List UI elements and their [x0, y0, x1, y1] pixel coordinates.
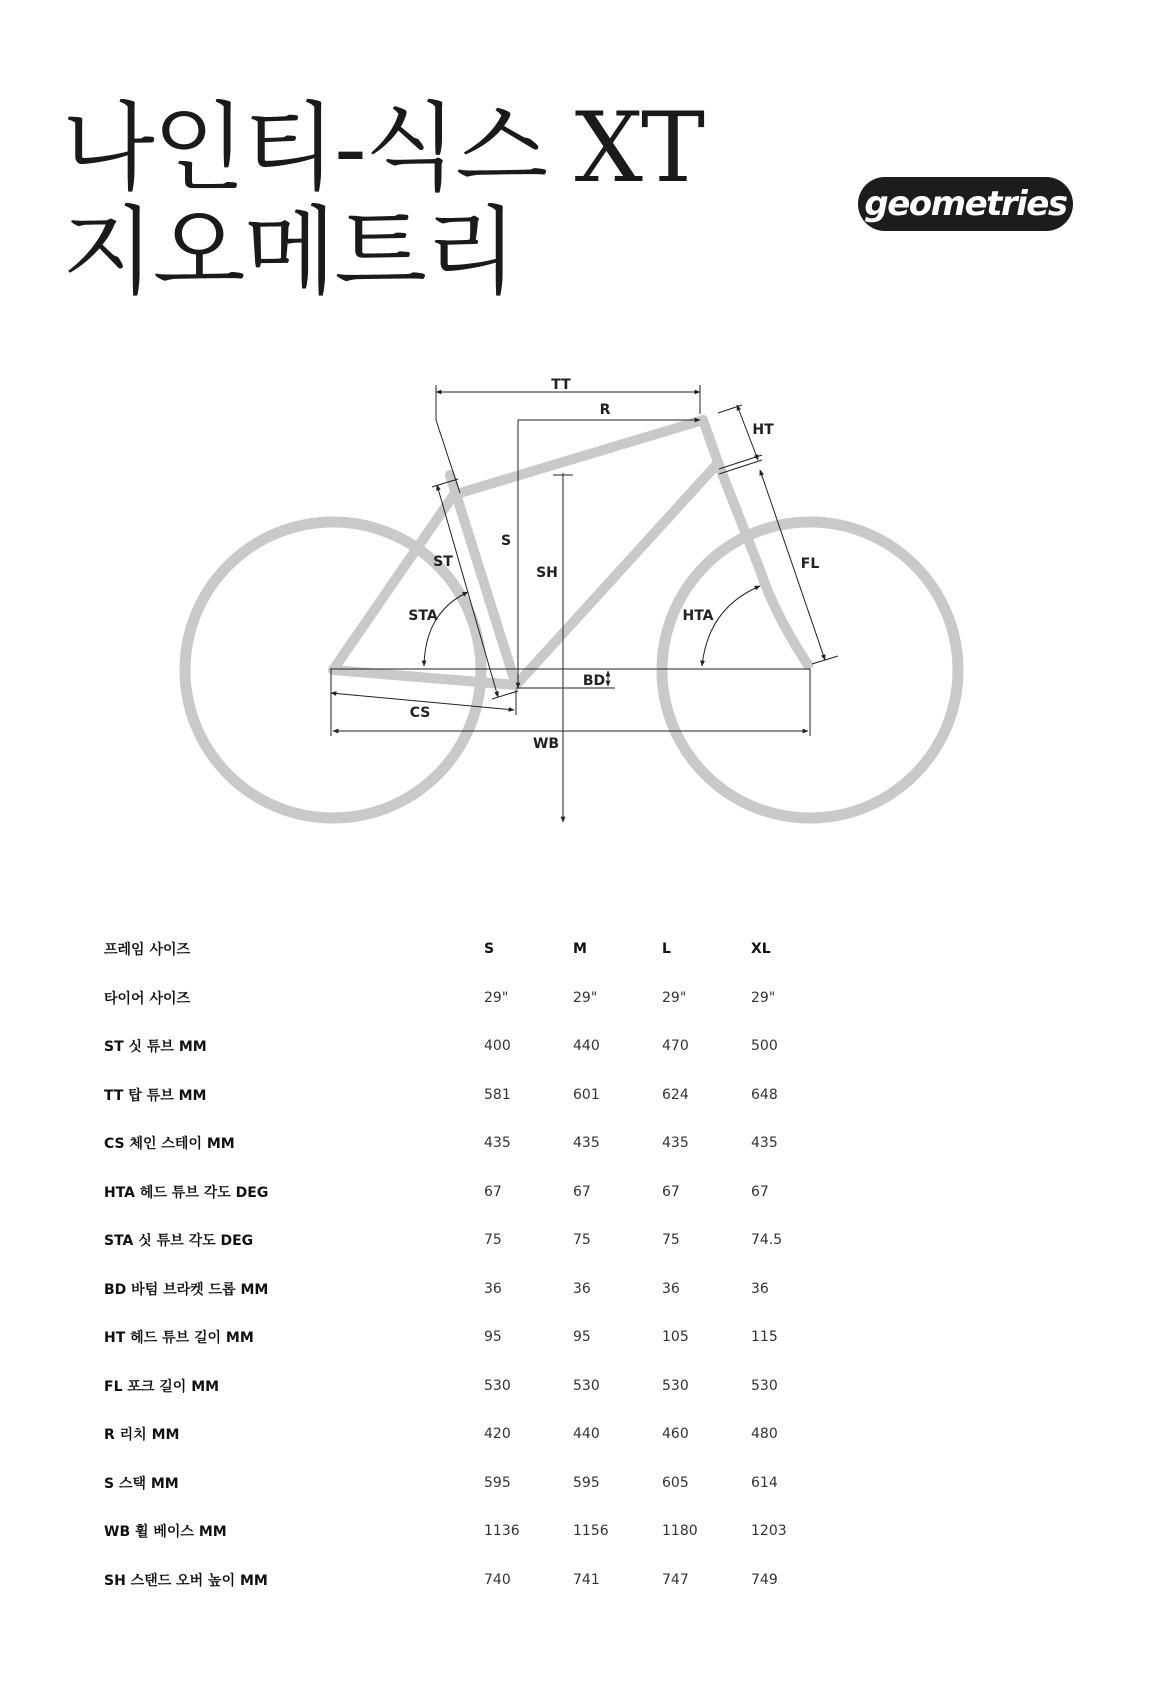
label-bd: BD: [582, 673, 606, 689]
table-cell: 95: [484, 1329, 502, 1346]
row-label: 타이어 사이즈: [104, 990, 191, 1007]
table-cell: 749: [751, 1571, 778, 1588]
table-cell: 530: [573, 1377, 600, 1394]
label-hta: HTA: [682, 608, 714, 624]
table-cell: 400: [484, 1038, 511, 1055]
title-line-2: 지오메트리: [62, 196, 516, 308]
row-label: STA 싯 튜브 각도 DEG: [104, 1233, 254, 1250]
bike-geometry-diagram: [0, 360, 1150, 840]
table-row: [104, 1168, 840, 1217]
table-row: [104, 1313, 840, 1362]
row-label: CS 체인 스테이 MM: [104, 1136, 235, 1153]
label-cs: CS: [409, 705, 431, 721]
table-row: [104, 1556, 840, 1605]
size-column-header: S: [484, 941, 495, 958]
title-line-1: 나인티-식스 XT: [62, 92, 704, 204]
size-column-header: L: [662, 941, 671, 958]
table-cell: 67: [751, 1183, 769, 1200]
table-cell: 67: [484, 1183, 502, 1200]
top-tube: [460, 420, 703, 493]
table-cell: 29": [662, 989, 687, 1006]
label-ht: HT: [752, 422, 774, 438]
table-cell: 747: [662, 1571, 689, 1588]
row-label: ST 싯 튜브 MM: [104, 1039, 207, 1056]
table-cell: 624: [662, 1086, 689, 1103]
row-label: 프레임 사이즈: [104, 942, 191, 959]
size-column-header: M: [573, 941, 587, 958]
table-header-row: [104, 925, 840, 974]
table-cell: 1180: [662, 1523, 698, 1540]
table-row: [104, 1119, 840, 1168]
table-cell: 74.5: [751, 1232, 783, 1249]
table-cell: 530: [751, 1377, 778, 1394]
label-fl: FL: [800, 556, 820, 572]
table-cell: 29": [484, 989, 509, 1006]
row-label: S 스택 MM: [104, 1475, 179, 1492]
row-label: FL 포크 길이 MM: [104, 1378, 220, 1395]
row-label: TT 탑 튜브 MM: [104, 1087, 207, 1104]
table-cell: 460: [662, 1426, 689, 1443]
table-row: [104, 1022, 840, 1071]
table-cell: 95: [573, 1329, 591, 1346]
table-cell: 36: [751, 1280, 769, 1297]
label-sta: STA: [408, 608, 438, 624]
table-cell: 67: [662, 1183, 680, 1200]
table-cell: 29": [751, 989, 776, 1006]
table-cell: 740: [484, 1571, 511, 1588]
label-sh: SH: [536, 565, 558, 581]
table-cell: 440: [573, 1426, 600, 1443]
table-cell: 440: [573, 1038, 600, 1055]
table-cell: 470: [662, 1038, 689, 1055]
table-row: [104, 1265, 840, 1314]
table-cell: 67: [573, 1183, 591, 1200]
table-cell: 105: [662, 1329, 689, 1346]
table-cell: 36: [484, 1280, 502, 1297]
bike-frame: [333, 420, 808, 685]
geometry-table: [104, 925, 840, 1604]
label-wb: WB: [532, 736, 560, 752]
table-row: [104, 1362, 840, 1411]
table-cell: 530: [662, 1377, 689, 1394]
table-cell: 1136: [484, 1523, 520, 1540]
table-cell: 595: [573, 1474, 600, 1491]
table-cell: 530: [484, 1377, 511, 1394]
label-s: S: [500, 533, 512, 549]
table-cell: 435: [484, 1135, 511, 1152]
table-cell: 605: [662, 1474, 689, 1491]
table-cell: 435: [573, 1135, 600, 1152]
table-cell: 115: [751, 1329, 778, 1346]
chain-stay: [333, 670, 516, 685]
row-label: SH 스탠드 오버 높이 MM: [104, 1572, 268, 1589]
table-row: [104, 1459, 840, 1508]
table-cell: 29": [573, 989, 598, 1006]
table-row: [104, 1507, 840, 1556]
size-column-header: XL: [751, 941, 771, 958]
table-cell: 75: [484, 1232, 502, 1249]
row-label: BD 바텀 브라켓 드롭 MM: [104, 1281, 269, 1298]
table-cell: 1203: [751, 1523, 787, 1540]
table-cell: 36: [573, 1280, 591, 1297]
label-tt: TT: [551, 377, 571, 393]
table-cell: 595: [484, 1474, 511, 1491]
table-row: [104, 1410, 840, 1459]
row-label: WB 휠 베이스 MM: [104, 1524, 227, 1541]
label-st: ST: [433, 554, 453, 570]
table-cell: 75: [573, 1232, 591, 1249]
table-cell: 420: [484, 1426, 511, 1443]
table-row: [104, 974, 840, 1023]
page-title: [62, 92, 704, 308]
geometries-badge: geometries: [858, 177, 1073, 231]
fork: [718, 463, 808, 665]
row-label: R 리치 MM: [104, 1427, 180, 1444]
table-cell: 500: [751, 1038, 778, 1055]
row-label: HTA 헤드 튜브 각도 DEG: [104, 1184, 269, 1201]
label-r: R: [599, 402, 611, 418]
table-row: [104, 1216, 840, 1265]
table-cell: 435: [751, 1135, 778, 1152]
table-cell: 480: [751, 1426, 778, 1443]
table-cell: 648: [751, 1086, 778, 1103]
table-cell: 741: [573, 1571, 600, 1588]
table-cell: 1156: [573, 1523, 609, 1540]
table-cell: 581: [484, 1086, 511, 1103]
table-cell: 75: [662, 1232, 680, 1249]
table-row: [104, 1071, 840, 1120]
table-cell: 614: [751, 1474, 778, 1491]
table-cell: 435: [662, 1135, 689, 1152]
table-cell: 36: [662, 1280, 680, 1297]
table-cell: 601: [573, 1086, 600, 1103]
row-label: HT 헤드 튜브 길이 MM: [104, 1330, 254, 1347]
